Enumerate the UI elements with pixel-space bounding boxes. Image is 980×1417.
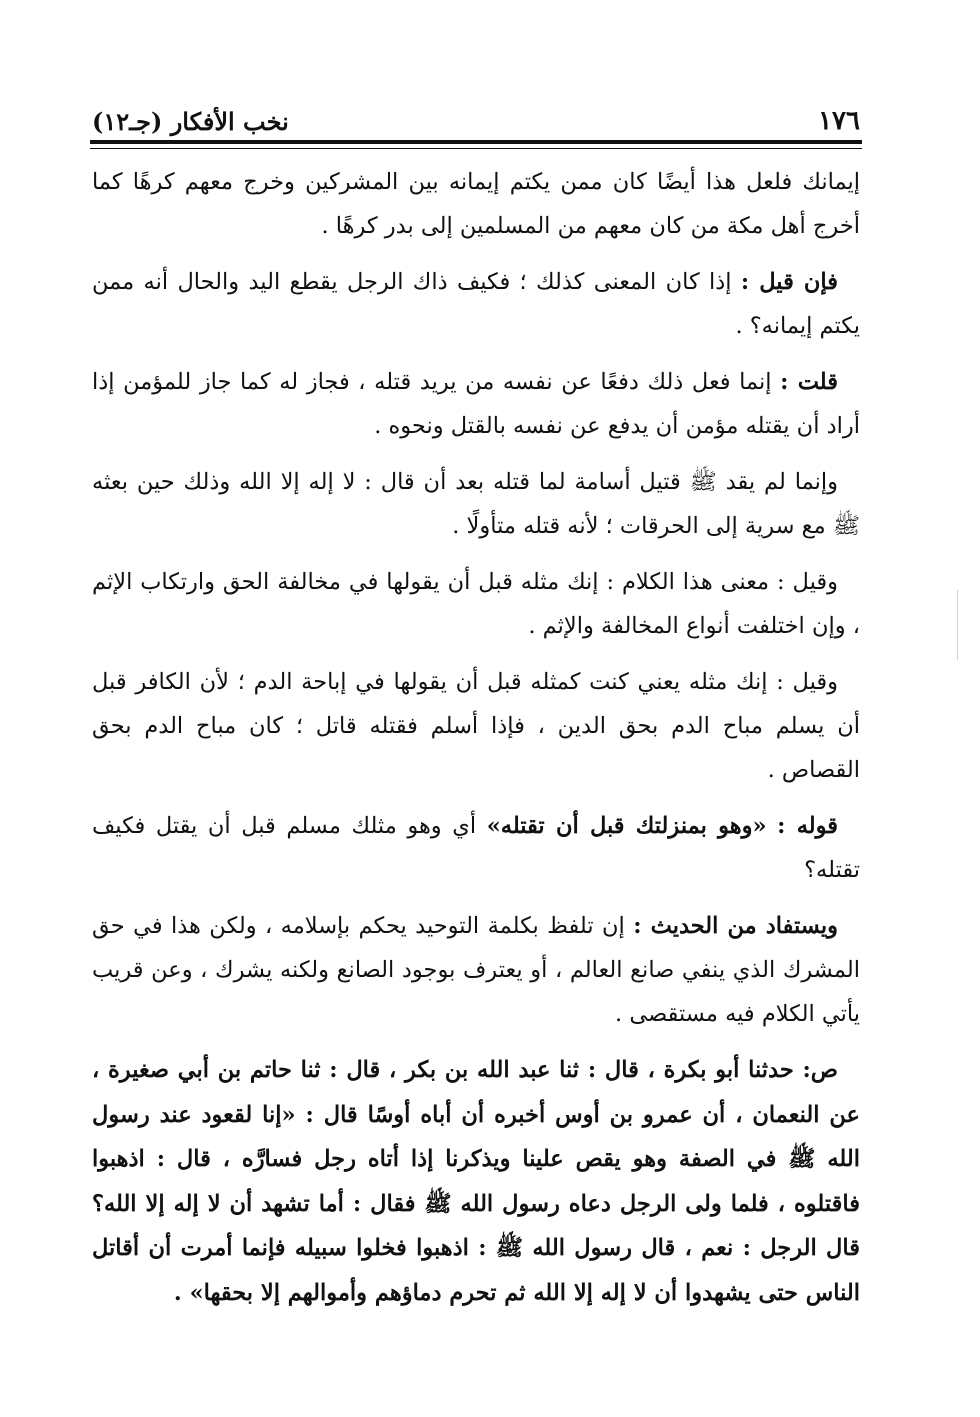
paragraph-lead: قوله : <box>777 813 838 839</box>
paragraph-lead: قلت : <box>780 369 838 395</box>
paragraph-text: وقيل : معنى هذا الكلام : إنك مثله قبل أن يقولها في مخالفة الحق وارتكاب الإثم ، وإن اختلفت أنواع المخالفة والإثم . <box>92 569 860 639</box>
page-number: ١٧٦ <box>818 106 860 136</box>
paragraph-lead: ويستفاد من الحديث : <box>633 913 838 939</box>
paragraph-text: إذا كان المعنى كذلك ؛ فكيف ذاك الرجل يقطع اليد والحال أنه ممن يكتم إيمانه؟ . <box>92 269 860 339</box>
page-header <box>92 92 860 136</box>
paragraph-objection <box>92 260 860 348</box>
page-body <box>92 160 860 1377</box>
margin-mark <box>957 590 958 660</box>
paragraph-text: ص: حدثنا أبو بكرة ، قال : ثنا عبد الله بن بكر ، قال : ثنا حاتم بن أبي صغيرة ، عن النعمان ، أن عمرو بن أوس أخبره أن أباه أوسًا قال : «إنا لقعود عند رسول الله ﷺ في الصفة وهو يقص علينا ويذكرنا إذا أتاه رجل فسارَّه ، قال : اذهبوا فاقتلوه ، فلما ولى الرجل دعاه رسول الله ﷺ فقال : أما تشهد أن لا إله إلا الله؟ قال الرجل : نعم ، قال رسول الله ﷺ : اذهبوا فخلوا سبيله فإنما أمرت أن أقاتل الناس حتى يشهدوا أن لا إله إلا الله ثم تحرم دماؤهم وأموالهم إلا بحقها» . <box>92 1057 860 1306</box>
hadith-quote: «وهو بمنزلتك قبل أن تقتله» <box>486 813 767 839</box>
header-rule-thick <box>90 140 862 144</box>
paragraph-benefits <box>92 904 860 1036</box>
paragraph-text: وقيل : إنك مثله يعني كنت كمثله قبل أن يقولها في إباحة الدم ؛ لأن الكافر قبل أن يسلم مباح الدم بحق الدين ، فإذا أسلم فقتله قاتل ؛ كان مباح الدم بحق القصاص . <box>92 669 860 783</box>
paragraph-text: أي وهو مثلك مسلم قبل أن يقتل فكيف تقتله؟ <box>92 813 860 883</box>
paragraph-text: وإنما لم يقد ﷺ قتيل أسامة لما قتله بعد أن قال : لا إله إلا الله وذلك حين بعثه ﷺ مع سرية إلى الحرقات ؛ لأنه قتله متأولًا . <box>92 469 860 539</box>
header-rule-thin <box>90 148 862 149</box>
paragraph-opinion-1 <box>92 560 860 648</box>
running-title: نخب الأفكار (جـ١٢) <box>92 107 289 136</box>
paragraph-text: إن تلفظ بكلمة التوحيد يحكم بإسلامه ، ولكن هذا في حق المشرك الذي ينفي صانع العالم ، أو يعترف بوجود الصانع ولكنه يشرك ، وعن قريب يأتي الكلام فيه مستقصى . <box>92 913 860 1027</box>
paragraph-text: إيمانك فلعل هذا أيضًا كان ممن يكتم إيمانه بين المشركين وخرج معهم كرهًا كما أخرج أهل مكة من كان معهم من المسلمين إلى بدر كرهًا . <box>92 169 860 239</box>
paragraph-continuation <box>92 160 860 248</box>
paragraph-text: إنما فعل ذلك دفعًا عن نفسه من يريد قتله ، فجاز له كما جاز للمؤمن إذا أراد أن يقتله مؤمن أن يدفع عن نفسه بالقتل ونحوه . <box>92 369 860 439</box>
paragraph-quote-commentary <box>92 804 860 892</box>
paragraph-usama <box>92 460 860 548</box>
paragraph-response <box>92 360 860 448</box>
paragraph-hadith-text <box>92 1048 860 1315</box>
paragraph-lead: فإن قيل : <box>740 269 838 295</box>
paragraph-opinion-2 <box>92 660 860 792</box>
